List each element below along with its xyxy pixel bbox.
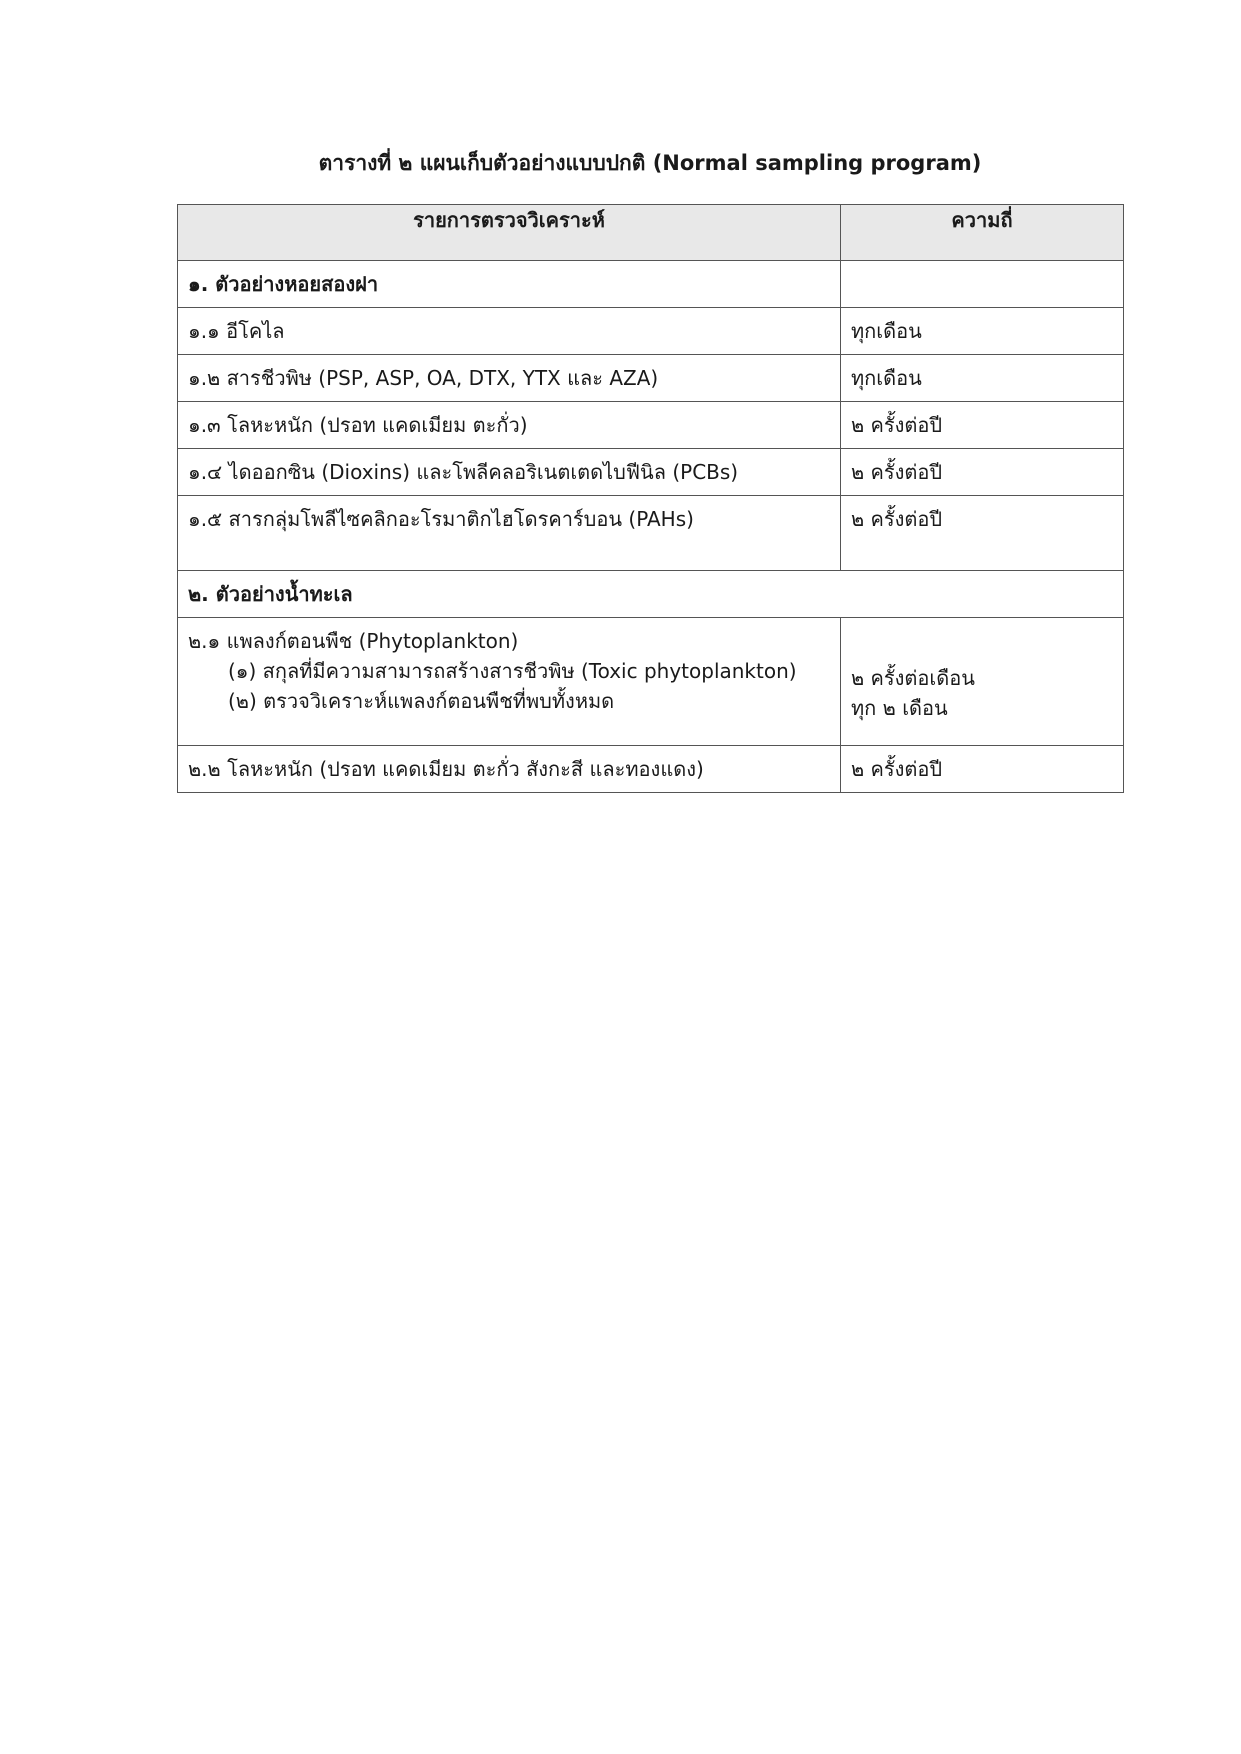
header-item: รายการตรวจวิเคราะห์ [178, 205, 841, 261]
table-row [178, 496, 1124, 571]
header-frequency: ความถี่ [841, 205, 1124, 261]
table-row [178, 746, 1124, 793]
table-row [178, 402, 1124, 449]
section-label: ๒. ตัวอย่างน้ำทะเล [178, 571, 1124, 618]
sub-item-label: (๒) ตรวจวิเคราะห์แพลงก์ตอนพืชที่พบทั้งหมด [228, 689, 615, 713]
sampling-program-table [177, 204, 1124, 793]
item-label: ๑.๓ โลหะหนัก (ปรอท แคดเมียม ตะกั่ว) [178, 402, 841, 449]
table-row [178, 355, 1124, 402]
sub-item-frequency: ๒ ครั้งต่อเดือน [851, 666, 975, 690]
table-row [178, 618, 1124, 746]
section-row-bivalve [178, 261, 1124, 308]
frequency-cell-phytoplankton [841, 618, 1124, 746]
sub-item-label: (๑) สกุลที่มีความสามารถสร้างสารชีวพิษ (Toxic phytoplankton) [228, 659, 797, 683]
item-frequency: ทุกเดือน [841, 308, 1124, 355]
table-row [178, 449, 1124, 496]
item-cell-phytoplankton [178, 618, 841, 746]
item-label: ๑.๑ อีโคไล [178, 308, 841, 355]
frequency-spacer [851, 626, 1113, 663]
item-frequency: ๒ ครั้งต่อปี [841, 746, 1124, 793]
sub-item-frequency: ทุก ๒ เดือน [851, 696, 948, 720]
item-label: ๑.๕ สารกลุ่มโพลีไซคลิกอะโรมาติกไฮโดรคาร์บอน (PAHs) [178, 496, 841, 571]
page-title: ตารางที่ ๒ แผนเก็บตัวอย่างแบบปกติ (Normal sampling program) [318, 151, 982, 175]
item-label: ๒.๑ แพลงก์ตอนพืช (Phytoplankton) [188, 629, 519, 653]
section-frequency-empty [841, 261, 1124, 308]
item-label: ๒.๒ โลหะหนัก (ปรอท แคดเมียม ตะกั่ว สังกะสี และทองแดง) [178, 746, 841, 793]
section-row-seawater [178, 571, 1124, 618]
item-frequency: ๒ ครั้งต่อปี [841, 402, 1124, 449]
item-label: ๑.๒ สารชีวพิษ (PSP, ASP, OA, DTX, YTX และ AZA) [178, 355, 841, 402]
item-label: ๑.๔ ไดออกซิน (Dioxins) และโพลีคลอริเนตเตดไบฟีนิล (PCBs) [178, 449, 841, 496]
section-label: ๑. ตัวอย่างหอยสองฝา [178, 261, 841, 308]
table-header-row [178, 205, 1124, 261]
item-frequency: ๒ ครั้งต่อปี [841, 449, 1124, 496]
item-frequency: ทุกเดือน [841, 355, 1124, 402]
table-row [178, 308, 1124, 355]
item-frequency: ๒ ครั้งต่อปี [841, 496, 1124, 571]
